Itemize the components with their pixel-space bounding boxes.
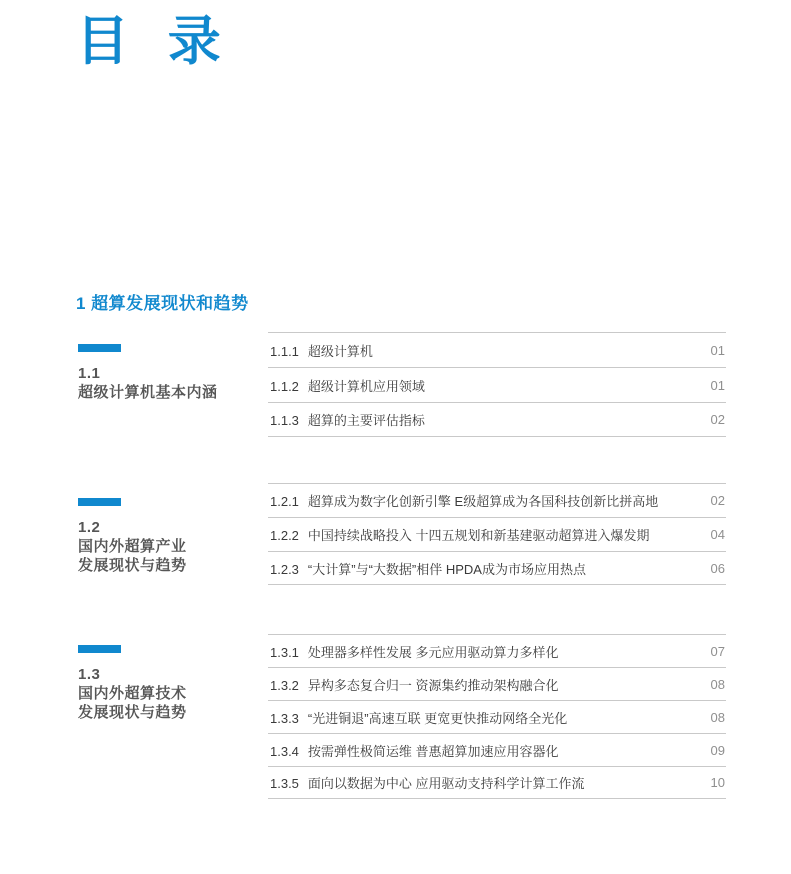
toc-item-number: 1.3.4 bbox=[270, 743, 299, 759]
group-name bbox=[78, 684, 268, 722]
toc-item-label bbox=[270, 675, 559, 694]
toc-page-number: 06 bbox=[710, 560, 725, 576]
toc-row[interactable] bbox=[268, 667, 726, 700]
toc-row[interactable] bbox=[268, 700, 726, 733]
section-heading: 1 超算发展现状和趋势 bbox=[76, 294, 249, 313]
toc-item-text: 超级计算机应用领域 bbox=[307, 378, 425, 394]
group-name bbox=[78, 537, 268, 575]
toc-page-number: 10 bbox=[710, 775, 725, 790]
toc-row[interactable] bbox=[268, 367, 726, 402]
toc-item-text: 超算的主要评估指标 bbox=[307, 413, 425, 428]
group-label bbox=[78, 645, 268, 722]
toc-table bbox=[268, 332, 726, 437]
toc-item-label bbox=[270, 341, 373, 360]
toc-item-label bbox=[270, 491, 658, 510]
toc-item-number: 1.1.2 bbox=[270, 378, 299, 394]
toc-page-number: 08 bbox=[710, 676, 725, 692]
toc-item-label bbox=[270, 559, 586, 578]
toc-item-label bbox=[270, 773, 585, 792]
accent-bar-icon bbox=[78, 498, 121, 506]
toc-item-number: 1.3.2 bbox=[270, 677, 299, 693]
toc-item-text: “光进铜退”高速互联 更宽更快推动网络全光化 bbox=[307, 710, 568, 726]
group-name-line: 国内外超算产业 bbox=[78, 538, 187, 555]
toc-page-number: 01 bbox=[710, 342, 725, 358]
toc-row[interactable] bbox=[268, 483, 726, 517]
toc-row[interactable] bbox=[268, 551, 726, 585]
toc-item-text: 中国持续战略投入 十四五规划和新基建驱动超算进入爆发期 bbox=[307, 528, 650, 543]
toc-item-label bbox=[270, 708, 567, 727]
group-label bbox=[78, 498, 268, 575]
toc-row[interactable] bbox=[268, 766, 726, 799]
toc-page-number: 07 bbox=[710, 643, 725, 659]
toc-page-number: 02 bbox=[710, 412, 725, 427]
toc-item-text: 按需弹性极简运维 普惠超算加速应用容器化 bbox=[307, 743, 559, 759]
toc-item-number: 1.1.3 bbox=[270, 413, 299, 428]
toc-page-number: 08 bbox=[710, 709, 725, 725]
toc-table bbox=[268, 634, 726, 799]
group-label bbox=[78, 344, 268, 402]
toc-item-number: 1.3.1 bbox=[270, 644, 299, 660]
toc-item-number: 1.2.2 bbox=[270, 528, 299, 543]
toc-item-number: 1.1.1 bbox=[270, 343, 299, 359]
toc-page-number: 04 bbox=[710, 527, 725, 542]
group-number: 1.3 bbox=[78, 666, 101, 683]
toc-item-text: 处理器多样性发展 多元应用驱动算力多样化 bbox=[307, 644, 559, 660]
group-name-line: 国内外超算技术 bbox=[78, 685, 187, 702]
toc-item-label bbox=[270, 642, 559, 661]
toc-row[interactable] bbox=[268, 332, 726, 367]
toc-item-text: 超算成为数字化创新引擎 E级超算成为各国科技创新比拼高地 bbox=[307, 494, 659, 509]
toc-item-number: 1.2.1 bbox=[270, 494, 299, 509]
toc-item-label bbox=[270, 525, 650, 544]
group-name bbox=[78, 383, 268, 402]
toc-item-text: 超级计算机 bbox=[307, 343, 373, 359]
toc-row[interactable] bbox=[268, 634, 726, 667]
accent-bar-icon bbox=[78, 645, 121, 653]
toc-page-number: 01 bbox=[710, 377, 725, 393]
toc-item-number: 1.3.3 bbox=[270, 710, 299, 726]
group-number: 1.1 bbox=[78, 365, 101, 382]
toc-page-number: 02 bbox=[710, 493, 725, 508]
toc-item-text: 异构多态复合归一 资源集约推动架构融合化 bbox=[307, 677, 559, 693]
toc-item-text: “大计算”与“大数据”相伴 HPDA成为市场应用热点 bbox=[307, 561, 586, 577]
toc-page-number: 09 bbox=[710, 742, 725, 758]
page-title: 目 录 bbox=[76, 12, 233, 71]
toc-table bbox=[268, 483, 726, 585]
toc-row[interactable] bbox=[268, 517, 726, 551]
accent-bar-icon bbox=[78, 344, 121, 352]
toc-item-label bbox=[270, 741, 559, 760]
toc-item-number: 1.3.5 bbox=[270, 776, 299, 791]
toc-row[interactable] bbox=[268, 402, 726, 437]
group-name-line: 超级计算机基本内涵 bbox=[78, 384, 218, 401]
group-name-line: 发展现状与趋势 bbox=[78, 557, 187, 574]
toc-row[interactable] bbox=[268, 733, 726, 766]
toc-item-number: 1.2.3 bbox=[270, 561, 299, 577]
toc-item-label bbox=[270, 376, 425, 395]
toc-item-text: 面向以数据为中心 应用驱动支持科学计算工作流 bbox=[307, 776, 585, 791]
group-number: 1.2 bbox=[78, 519, 101, 536]
group-name-line: 发展现状与趋势 bbox=[78, 704, 187, 721]
toc-item-label bbox=[270, 410, 425, 429]
